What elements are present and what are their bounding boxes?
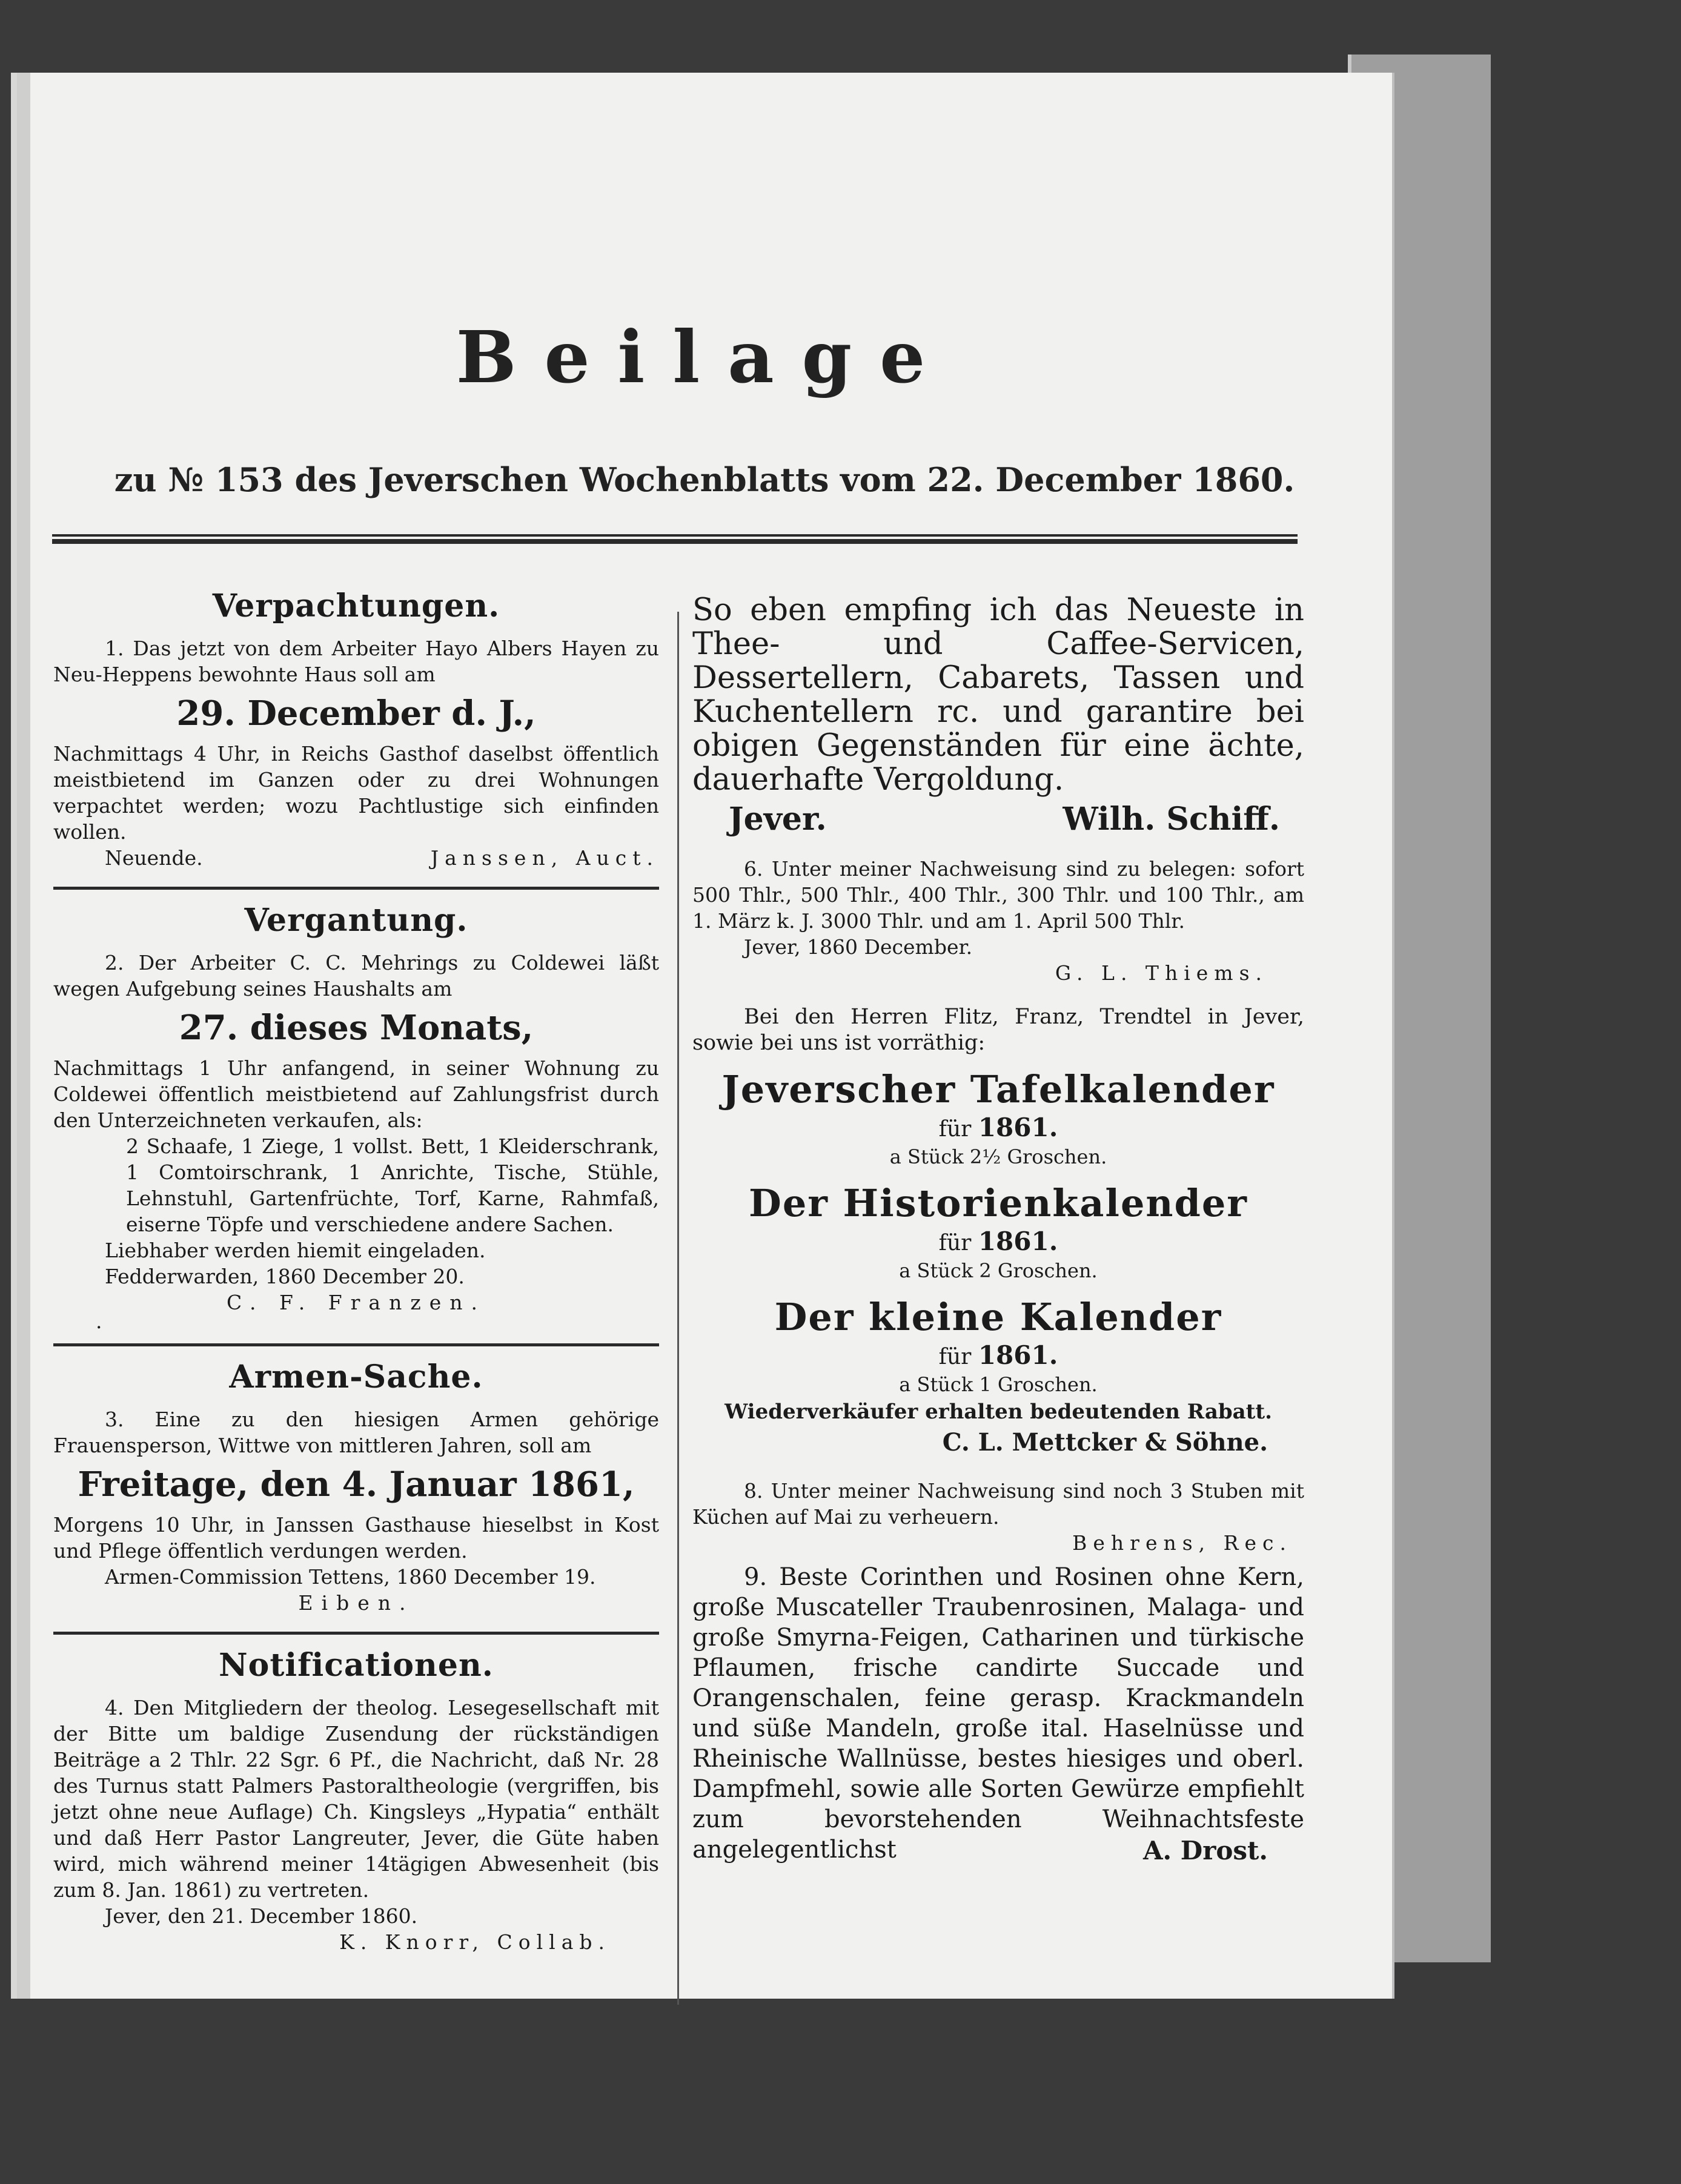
- section-divider: [53, 1632, 659, 1635]
- notice-place: Armen-Commission Tettens, 1860 December 19.: [105, 1565, 596, 1589]
- notice-date: Freitage, den 4. Januar 1861,: [78, 1464, 635, 1504]
- notice-signer: Janssen, Auct.: [430, 846, 659, 870]
- notice-intro: 3. Eine zu den hiesigen Armen gehörige Frauensperson, Wittwe von mittleren Jahren, soll am: [53, 1408, 659, 1457]
- publisher-firm: C. L. Mettcker & Söhne.: [942, 1428, 1268, 1457]
- calendar-year: 1861.: [978, 1340, 1058, 1370]
- calendar-year: 1861.: [978, 1113, 1058, 1142]
- ad-body: So eben empfing ich das Neueste in Thee- und Caffee-Servicen, Dessertellern, Cabarets, Tassen und Kuchentellern rc. und garantire bei obigen Gegenständen für eine ächte, dauerhafte Vergoldung.: [692, 592, 1304, 798]
- notice-body: 9. Beste Corinthen und Rosinen ohne Kern, große Muscateller Traubenrosinen, Malaga- und große Smyrna-Feigen, Catharinen und türkische Pflaumen, frische candirte Succade und Orangenschalen, feine gerasp. Krackmandeln und süße Mandeln, große ital. Haselnüsse und Rheinische Wallnüsse, bestes hiesiges und oberl. Dampfmehl, sowie alle Sorten Gewürze empfiehlt zum bevorstehenden Weihnachtsfeste angelegentlichst: [692, 1563, 1304, 1864]
- notice-closing: Liebhaber werden hiemit eingeladen.: [105, 1239, 486, 1262]
- section-verpachtungen: [53, 587, 659, 871]
- section-vergantung: [53, 902, 659, 1333]
- notice-body: 8. Unter meiner Nachweisung sind noch 3 Stuben mit Küchen auf Mai zu verheuern.: [692, 1479, 1304, 1529]
- calendar-year-line: für 1861.: [938, 1226, 1058, 1256]
- notice-intro: Bei den Herren Flitz, Franz, Trendtel in Jever, sowie bei uns ist vorräthig:: [692, 1005, 1304, 1055]
- notice-7-calendars: [692, 1004, 1304, 1460]
- right-column: [692, 575, 1304, 1865]
- notice-body: Morgens 10 Uhr, in Janssen Gasthause hieselbst in Kost und Pflege öffentlich verdungen werden.: [53, 1513, 659, 1563]
- section-heading: Vergantung.: [244, 902, 468, 939]
- notice-intro: 1. Das jetzt von dem Arbeiter Hayo Albers Hayen zu Neu-Heppens bewohnte Haus soll am: [53, 637, 659, 686]
- signature-row: [53, 845, 659, 871]
- ad-signer: Wilh. Schiff.: [1063, 801, 1280, 838]
- notice-date: 27. dieses Monats,: [179, 1008, 534, 1048]
- calendar-year: 1861.: [978, 1226, 1058, 1256]
- page-title: Beilage: [456, 315, 953, 399]
- rebate-note: Wiederverkäufer erhalten bedeutenden Rabatt.: [724, 1400, 1272, 1424]
- section-heading: Verpachtungen.: [212, 587, 500, 624]
- section-divider: [53, 887, 659, 890]
- newspaper-page: [11, 73, 1392, 1999]
- calendar-price: a Stück 2 Groschen.: [899, 1259, 1098, 1282]
- calendar-year-line: für 1861.: [938, 1113, 1058, 1142]
- section-notificationen: [53, 1647, 659, 1955]
- calendar-price: a Stück 2½ Groschen.: [889, 1145, 1107, 1168]
- calendar-title: Der kleine Kalender: [774, 1295, 1222, 1339]
- notice-body: 6. Unter meiner Nachweisung sind zu belegen: sofort 500 Thlr., 500 Thlr., 400 Thlr., 300 Thlr. und 100 Thlr., am 1. März k. J. 3000 Thlr. und am 1. April 500 Thlr.: [692, 857, 1304, 933]
- notice-6: [692, 856, 1304, 986]
- notice-signer: C. F. Franzen.: [226, 1291, 486, 1314]
- page-subtitle: zu № 153 des Jeverschen Wochenblatts vom 22. December 1860.: [114, 460, 1295, 499]
- notice-body: 4. Den Mitgliedern der theolog. Lesegesellschaft mit der Bitte um baldige Zusendung der rückständigen Beiträge a 2 Thlr. 22 Sgr. 6 Pf., die Nachricht, daß Nr. 28 des Turnus statt Palmers Pastoraltheologie (vergriffen, bis jetzt ohne neue Auflage) Ch. Kingsleys „Hypatia“ enthält und daß Herr Pastor Langreuter, Jever, die Güte haben wird, mich während meiner 14tägigen Abwesenheit (bis zum 8. Jan. 1861) zu vertreten.: [53, 1696, 659, 1902]
- notice-signer: Eiben.: [298, 1591, 414, 1615]
- calendar-price: a Stück 1 Groschen.: [899, 1373, 1098, 1396]
- notice-8: [692, 1478, 1304, 1556]
- calendar-year-line: für 1861.: [938, 1340, 1058, 1370]
- left-column: [53, 575, 659, 1955]
- section-divider: [53, 1343, 659, 1346]
- calendar-title: Der Historienkalender: [749, 1181, 1248, 1225]
- section-heading: Armen-Sache.: [229, 1358, 483, 1395]
- notice-date: 29. December d. J.,: [176, 693, 536, 733]
- notice-place: Jever, 1860 December.: [744, 935, 973, 959]
- notice-body: Nachmittags 4 Uhr, in Reichs Gasthof daselbst öffentlich meistbietend im Ganzen oder zu drei Wohnungen verpachtet werden; wozu Pachtlustige sich einfinden wollen.: [53, 742, 659, 844]
- ad-place: Jever.: [729, 801, 827, 838]
- notice-body: Nachmittags 1 Uhr anfangend, in seiner Wohnung zu Coldewei öffentlich meistbietend auf Zahlungsfrist durch den Unterzeichneten verkaufen, als:: [53, 1056, 659, 1132]
- notice-signer: Behrens, Rec.: [1072, 1531, 1292, 1555]
- masthead: [17, 73, 1392, 545]
- notice-signer: G. L. Thiems.: [1055, 961, 1268, 985]
- notice-signer: A. Drost.: [1142, 1836, 1268, 1865]
- notice-items: 2 Schaafe, 1 Ziege, 1 vollst. Bett, 1 Kleiderschrank, 1 Comtoirschrank, 1 Anrichte, Tische, Stühle, Lehnstuhl, Gartenfrüchte, Torf, Karne, Rahmfaß, eiserne Töpfe und verschiedene andere Sachen.: [126, 1134, 659, 1236]
- section-armen-sache: [53, 1358, 659, 1616]
- notice-9: [692, 1562, 1304, 1865]
- ad-signature: [692, 801, 1304, 838]
- notice-place: Jever, den 21. December 1860.: [105, 1904, 418, 1928]
- notice-signer: K. Knorr, Collab.: [339, 1930, 611, 1954]
- notice-place: Neuende.: [105, 846, 203, 870]
- notice-intro: 2. Der Arbeiter C. C. Mehrings zu Coldewei läßt wegen Aufgebung seines Haushalts am: [53, 951, 659, 1001]
- section-heading: Notificationen.: [219, 1647, 494, 1684]
- ad-wilh-schiff: [692, 594, 1304, 838]
- stray-dot: .: [96, 1309, 102, 1333]
- notice-place: Fedderwarden, 1860 December 20.: [105, 1265, 465, 1288]
- column-separator: [677, 612, 679, 2005]
- calendar-title: Jeverscher Tafelkalender: [721, 1067, 1275, 1111]
- masthead-rule: [52, 534, 1298, 544]
